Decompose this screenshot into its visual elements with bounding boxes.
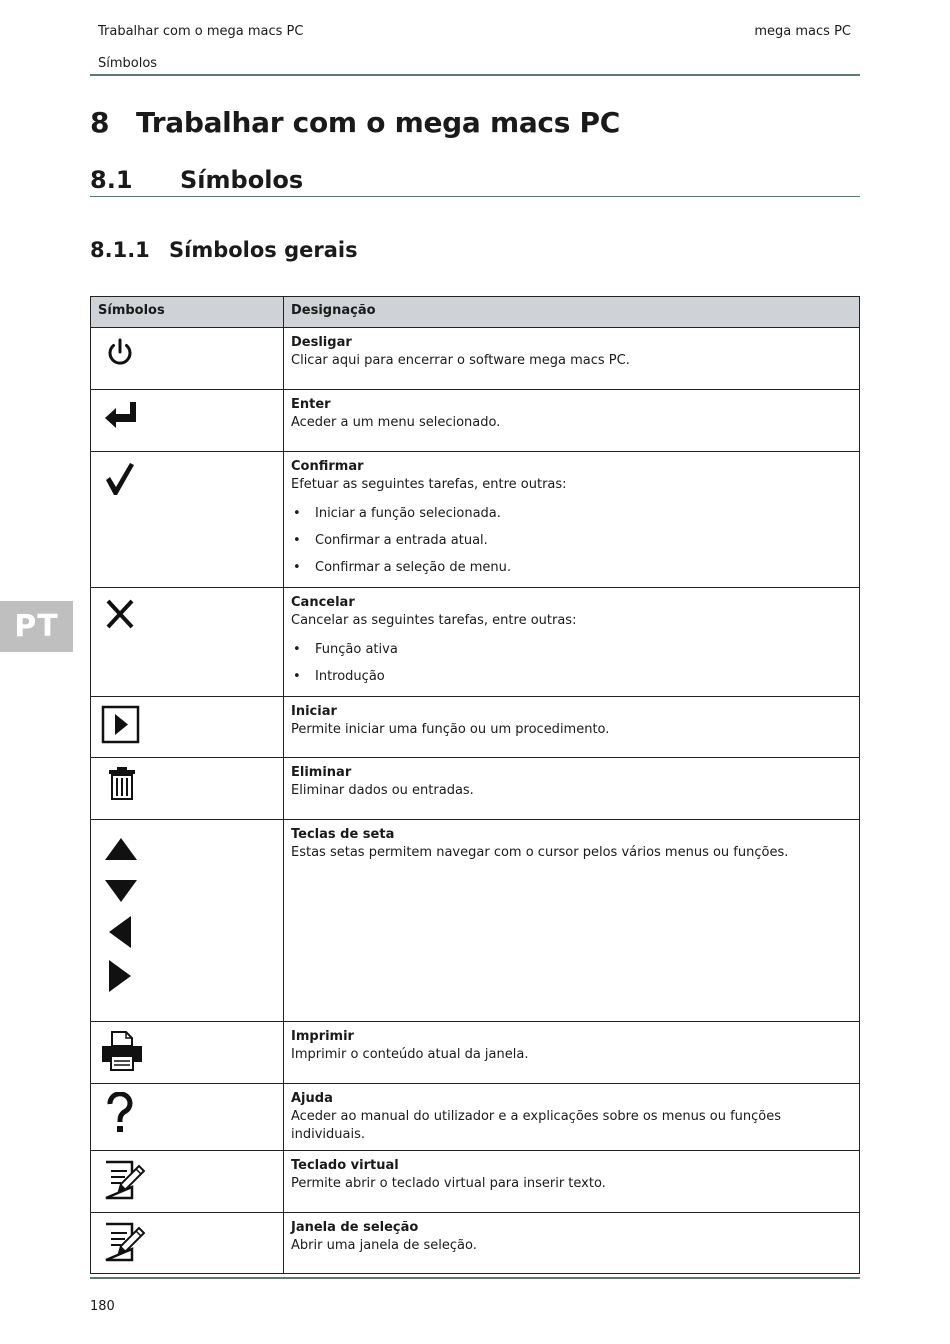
column-header-designation: Designação — [284, 297, 860, 328]
language-tab: PT — [0, 601, 73, 652]
section-heading — [90, 166, 303, 194]
designation-cell — [284, 1213, 860, 1274]
list-item: • Confirmar a seleção de menu. — [291, 554, 852, 581]
table-row — [91, 820, 860, 1022]
page-number: 180 — [90, 1299, 115, 1314]
designation-cell — [284, 328, 860, 390]
section-number: 8.1 — [90, 166, 133, 194]
play-icon — [101, 705, 141, 745]
question-icon — [105, 1092, 135, 1134]
symbol-description: Permite abrir o teclado virtual para inserir texto. — [291, 1176, 606, 1191]
designation-cell — [284, 697, 860, 758]
edit-document-icon — [103, 1159, 145, 1201]
symbol-description: Clicar aqui para encerrar o software mega macs PC. — [291, 353, 630, 368]
designation-cell — [284, 390, 860, 452]
table-row — [91, 1084, 860, 1151]
printer-icon — [100, 1030, 144, 1072]
subsection-heading — [90, 238, 358, 262]
symbol-title: Cancelar — [291, 595, 355, 610]
symbol-title: Eliminar — [291, 765, 352, 780]
symbols-table — [90, 296, 860, 1274]
symbol-cell — [91, 1213, 284, 1274]
symbol-cell — [91, 697, 284, 758]
section-title: Símbolos — [180, 166, 304, 194]
symbol-title: Confirmar — [291, 459, 364, 474]
designation-cell — [284, 820, 860, 1022]
designation-cell — [284, 1022, 860, 1084]
symbol-title: Janela de seleção — [291, 1220, 419, 1235]
subsection-title: Símbolos gerais — [169, 238, 358, 262]
symbol-description: Imprimir o conteúdo atual da janela. — [291, 1047, 529, 1062]
symbol-cell — [91, 1022, 284, 1084]
symbol-description: Permite iniciar uma função ou um procedimento. — [291, 722, 610, 737]
enter-icon — [103, 398, 139, 432]
symbol-cell — [91, 390, 284, 452]
symbol-description: Cancelar as seguintes tarefas, entre outras: — [291, 613, 577, 628]
arrow-left-icon — [103, 914, 139, 950]
symbol-cell — [91, 1151, 284, 1213]
symbol-cell — [91, 328, 284, 390]
section-divider — [90, 196, 860, 197]
chapter-heading — [90, 106, 620, 139]
symbol-cell — [91, 1084, 284, 1151]
designation-cell — [284, 588, 860, 697]
arrow-down-icon — [103, 876, 139, 906]
list-item: • Introdução — [291, 663, 852, 690]
table-row — [91, 452, 860, 588]
symbol-title: Iniciar — [291, 704, 337, 719]
arrow-right-icon — [103, 958, 139, 994]
symbol-cell — [91, 820, 284, 1022]
list-item: • Confirmar a entrada atual. — [291, 527, 852, 554]
symbol-description: Eliminar dados ou entradas. — [291, 783, 474, 798]
edit-document-icon — [103, 1221, 145, 1263]
symbol-description: Aceder ao manual do utilizador e a explicações sobre os menus ou funções individuais. — [291, 1109, 782, 1142]
table-row — [91, 588, 860, 697]
table-row — [91, 328, 860, 390]
symbol-title: Teclado virtual — [291, 1158, 399, 1173]
symbol-title: Imprimir — [291, 1029, 354, 1044]
chapter-number: 8 — [90, 106, 110, 139]
symbol-cell — [91, 588, 284, 697]
subsection-number: 8.1.1 — [90, 238, 150, 262]
header-divider — [90, 74, 860, 76]
list-item: • Iniciar a função selecionada. — [291, 500, 852, 527]
cross-icon — [103, 596, 137, 632]
symbol-description: Abrir uma janela de seleção. — [291, 1238, 477, 1253]
designation-cell — [284, 758, 860, 820]
symbol-title: Ajuda — [291, 1091, 333, 1106]
symbol-title: Teclas de seta — [291, 827, 395, 842]
symbol-description: Efetuar as seguintes tarefas, entre outras: — [291, 477, 567, 492]
symbol-cell — [91, 758, 284, 820]
footer-divider — [90, 1277, 860, 1279]
symbol-cell — [91, 452, 284, 588]
table-row — [91, 1213, 860, 1274]
column-header-symbols: Símbolos — [91, 297, 284, 328]
checkmark-icon — [103, 460, 137, 498]
designation-cell — [284, 452, 860, 588]
table-row — [91, 1151, 860, 1213]
running-header-section: Símbolos — [98, 56, 158, 71]
symbol-title: Desligar — [291, 335, 352, 350]
table-row — [91, 697, 860, 758]
bullet-list — [291, 636, 852, 690]
designation-cell — [284, 1151, 860, 1213]
chapter-title: Trabalhar com o mega macs PC — [136, 106, 620, 139]
symbol-title: Enter — [291, 397, 331, 412]
running-header-title: Trabalhar com o mega macs PC — [98, 24, 304, 39]
table-row — [91, 1022, 860, 1084]
designation-cell — [284, 1084, 860, 1151]
symbol-description: Aceder a um menu selecionado. — [291, 415, 501, 430]
bullet-list — [291, 500, 852, 581]
symbol-description: Estas setas permitem navegar com o cursor pelos vários menus ou funções. — [291, 845, 789, 860]
table-row — [91, 390, 860, 452]
list-item: • Função ativa — [291, 636, 852, 663]
power-icon — [103, 336, 137, 370]
table-header-row — [91, 297, 860, 328]
trash-icon — [107, 766, 137, 802]
running-header-product: mega macs PC — [754, 24, 851, 39]
arrow-up-icon — [103, 836, 139, 862]
table-row — [91, 758, 860, 820]
